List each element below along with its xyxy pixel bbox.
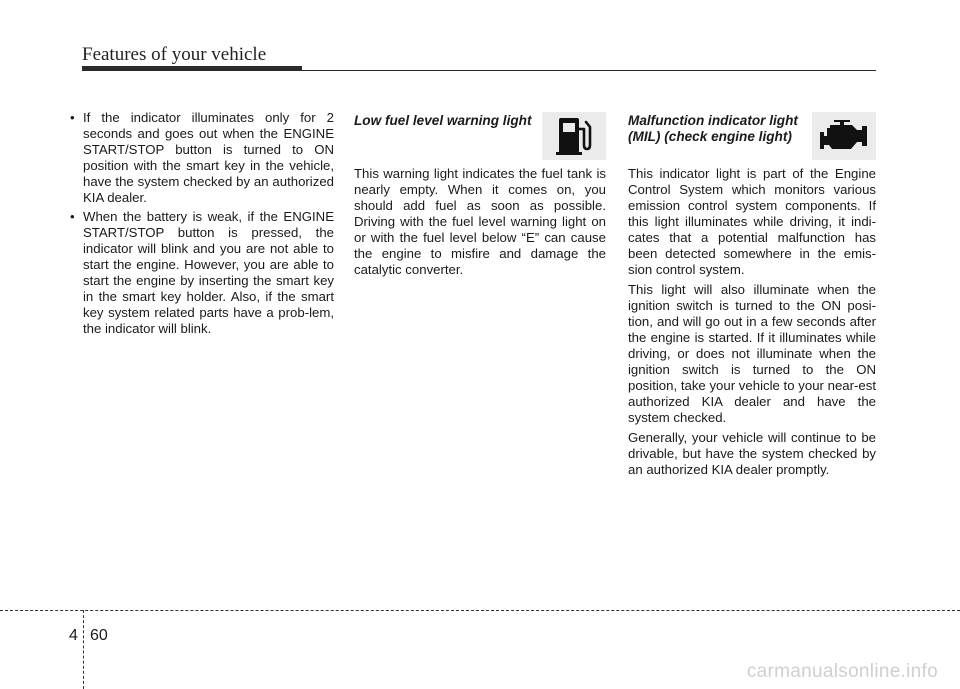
column-smart-key-notes [70,110,334,340]
section-paragraph: This warning light indicates the fuel tank is nearly empty. When it comes on, you should add fuel as soon as possible. Driving with the fuel level warning light on or with the fuel level below “E” can cause the engine to misfire and damage the catalytic converter. [354,166,606,277]
section-title: Low fuel level warning light [354,113,532,128]
column-low-fuel [354,110,606,282]
section-heading [628,110,876,166]
check-engine-icon [812,112,876,160]
section-number: 4 [69,627,78,644]
fuel-pump-icon [542,112,606,160]
section-title-line1: Malfunction indicator light [628,113,798,128]
section-heading [354,110,606,166]
watermark: carmanualsonline.info [746,661,938,682]
bullet-dot: • [70,110,75,125]
bullet-dot: • [70,209,75,224]
bullet-item [70,209,334,337]
section-paragraph: This indicator light is part of the Engine Control System which monitors various emission control system components. If this light illuminates while driving, it indi-cates that a potential malfunction has been detected somewhere in the emis-sion control system. [628,166,876,277]
page-number: 60 [90,627,108,644]
section-paragraph: This light will also illuminate when the ignition switch is turned to the ON posi-tion, and will go out in a few seconds after the engine is started. If it illuminates while driving, or does not illuminate when the ignition switch is turned to the ON position, take your vehicle to your near-est authorized KIA dealer and have the system checked. [628,282,876,425]
header-rule-thin [302,70,876,71]
section-paragraph: Generally, your vehicle will continue to be drivable, but have the system checked by an authorized KIA dealer promptly. [628,430,876,477]
header-rule-thick [82,66,302,71]
bullet-text: When the battery is weak, if the ENGINE START/STOP button is pressed, the indicator will blink and you are not able to start the engine. However, you are able to start the engine by inserting the smart key in the smart key holder. Also, if the smart key system related parts have a prob-lem, the indicator will blink. [83,209,334,336]
footer-divider-horizontal [0,610,960,611]
page-header-title: Features of your vehicle [82,44,267,65]
bullet-text: If the indicator illuminates only for 2 seconds and goes out when the ENGINE START/STOP button is turned to ON position with the smart key in the vehicle, have the system checked by an authorized KIA dealer. [83,110,334,205]
bullet-item [70,110,334,206]
column-mil [628,110,876,482]
section-title-line2: (MIL) (check engine light) [628,129,792,144]
footer-divider-vertical [83,610,84,689]
